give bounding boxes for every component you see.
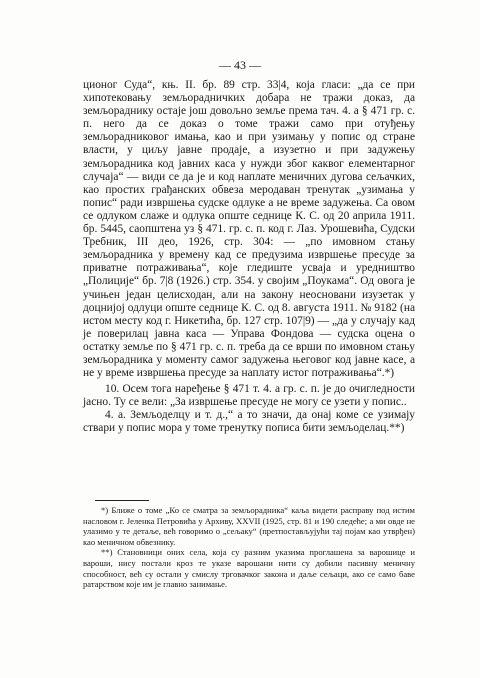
footnote-2: **) Становници оних села, која су разним указима проглашена за варошице и вароши, нису постали кроз те указе варошани нити су добили пасивну меничну способност, већ су остали у смислу трговачког закона и даље сељаци, ако се само баве ратарством које им је главно занимање. [83, 547, 415, 590]
footnote-rule [95, 500, 149, 501]
footnotes [83, 505, 415, 590]
footnote-1: *) Ближе о томе „Ко се сматра за земљорадника“ каља видети расправу под истим насловом г. Јеленка Петровића у Архиву, XXVII (1925, стр. 81 и 190 следеће; а ми овде не улазимо у те детаље, већ говоримо о „сељаку“ (претпостављујући тај појам као утврђен) као меничном обвезнику. [83, 505, 415, 547]
paragraph-10: 10. Осем тога наређење § 471 т. 4. а гр. с. п. је до очигледности јасно. Ту се вели: „За извршење пресуде не могу се узети у попис.. [83, 383, 415, 409]
paragraph-quote: 4. а. Земљоделцу и т. д.,“ а то значи, да онај коме се узимају ствари у попис мора у томе тренутку пописа бити земљоделац.**) [83, 409, 415, 435]
paragraph-continuation: ционог Суда“, књ. II. бр. 89 стр. 33|4, која гласи: „да се при хипотековању земљорадничких добара не тражи доказ, да земљораднику остаје још довољно земље према тач. 4. а § 471 гр. с. п. него да се доказ о томе тражи само при отуђењу земљорадниковог имања, као и при узимању у попис од стране власти, у циљу јавне продаје, а изузетно и при задужењу земљорадника код јавних каса у нужди због каквог елементарног случаја“ — види се да је и код наплате меничних дугова сељачких, као простих грађанских обвеза меродаван тренутак „узимања у попис“ ради извршења судске одлуке а не време задужења. Са овом се одлуком слаже и одлука опште седнице К. С. од 20 априла 1911. бр. 5445, саопштена уз § 471. гр. с. п. код г. Лаз. Урошевића, Судски Требник, III део, 1926, стр. 304: — „по имовном стању земљорадника у времену кад се предузима извршење пресуде за приватне потраживања“, које гледиште усваја и уредништво „Полиције“ бр. 7|8 (1926.) стр. 354. у своjим „Поукама“. Од овога је учињен један целисходан, али на закону неосновани изузетак у доцнијој одлуци опште седнице К. С. од 8. августа 1911. № 9182 (на истом месту код г. Никетића, бр. 127 стр. 107|9) — „да у случају кад је поверилац јавна каса — Управа Фондова — судска оцена о остатку земље по § 471 гр. с. п. треба да се врши по имовном стању земљорадника у моменту самог задужења његовог код јавне касе, а не у време извршења пресуде за наплату истог потраживања“.*) [83, 79, 415, 380]
page-number: — 43 — [219, 58, 261, 72]
main-text [83, 79, 415, 436]
